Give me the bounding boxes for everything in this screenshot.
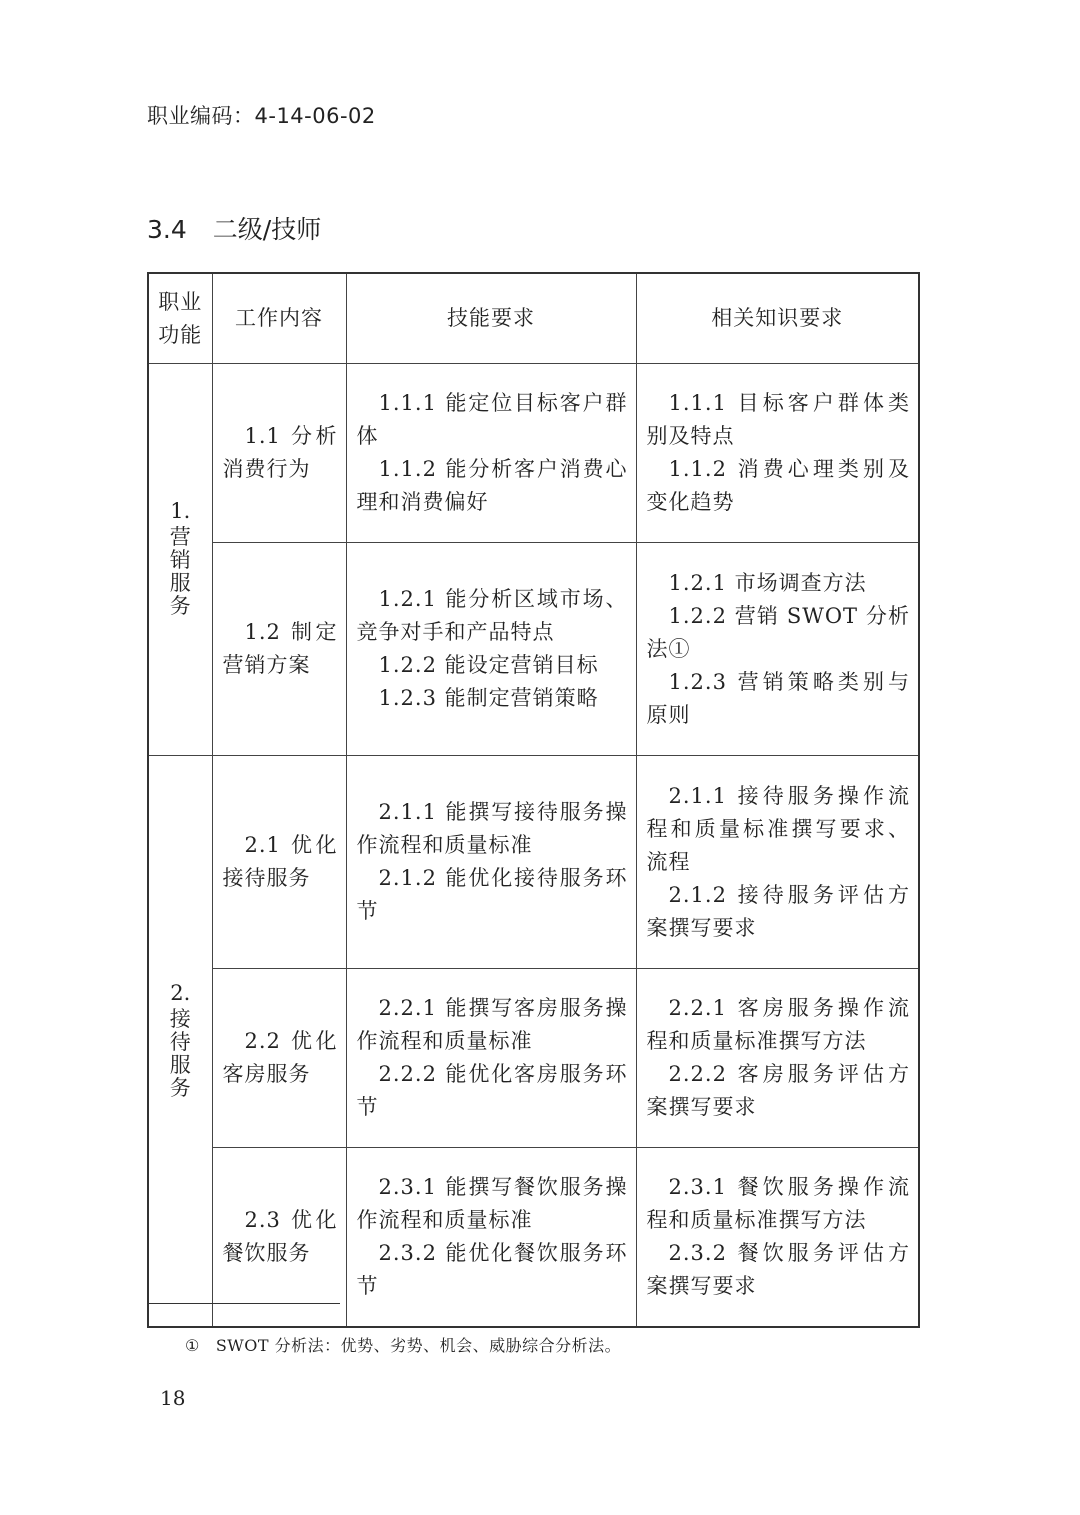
section-heading <box>147 210 321 246</box>
table-row <box>148 1148 919 1328</box>
function-name: 接待服务 <box>169 1006 191 1100</box>
skill-item: 2.2.2 能优化客房服务环节 <box>356 1062 628 1119</box>
skill-item: 1.2.3 能制定营销策略 <box>378 686 599 710</box>
work-content-cell: 2.3 优化餐饮服务 <box>212 1148 346 1328</box>
footnote <box>185 1333 621 1356</box>
section-title: 二级/技师 <box>212 215 322 244</box>
function-number: 1. <box>170 499 191 523</box>
knowledge-item: 1.1.1 目标客户群体类别及特点 <box>646 391 910 448</box>
knowledge-item: 1.2.3 营销策略类别与原则 <box>646 669 910 727</box>
knowledge-item: 1.1.2 消费心理类别及变化趋势 <box>646 457 910 514</box>
table-row <box>148 756 919 969</box>
skill-cell <box>346 756 636 969</box>
function-cell-2 <box>148 756 212 1328</box>
footnote-text: SWOT 分析法：优势、劣势、机会、威胁综合分析法。 <box>215 1336 622 1355</box>
skill-item: 2.3.2 能优化餐饮服务环节 <box>356 1241 628 1298</box>
knowledge-item: 1.2.2 营销 SWOT 分析法① <box>646 603 910 661</box>
function-cell-1 <box>148 364 212 756</box>
skill-item: 2.1.1 能撰写接待服务操作流程和质量标准 <box>356 800 628 857</box>
table-row <box>148 969 919 1148</box>
header-knowledge: 相关知识要求 <box>636 273 919 364</box>
footnote-marker: ① <box>185 1336 200 1355</box>
work-content-cell: 2.2 优化客房服务 <box>212 969 346 1148</box>
work-content-cell: 1.2 制定营销方案 <box>212 543 346 756</box>
knowledge-item: 2.3.2 餐饮服务评估方案撰写要求 <box>646 1241 910 1298</box>
skill-item: 2.3.1 能撰写餐饮服务操作流程和质量标准 <box>356 1175 628 1232</box>
skill-item: 1.2.1 能分析区域市场、竞争对手和产品特点 <box>356 587 628 644</box>
knowledge-item: 1.2.1 市场调查方法 <box>668 570 867 595</box>
skill-item: 1.1.1 能定位目标客户群体 <box>356 391 628 448</box>
knowledge-item: 2.2.1 客房服务操作流程和质量标准撰写方法 <box>646 996 910 1053</box>
knowledge-cell <box>636 756 919 969</box>
table-row <box>148 364 919 543</box>
page-number: 18 <box>160 1386 186 1410</box>
skill-item: 2.2.1 能撰写客房服务操作流程和质量标准 <box>356 996 628 1053</box>
knowledge-item: 2.3.1 餐饮服务操作流程和质量标准撰写方法 <box>646 1175 910 1232</box>
knowledge-item: 2.1.2 接待服务评估方案撰写要求 <box>646 882 910 940</box>
function-number: 2. <box>170 980 191 1005</box>
work-content-cell: 2.1 优化接待服务 <box>212 756 346 969</box>
skill-cell <box>346 543 636 756</box>
section-number: 3.4 <box>147 215 187 244</box>
occupation-code: 职业编码：4-14-06-02 <box>147 104 376 128</box>
table-row <box>148 543 919 756</box>
knowledge-item: 2.2.2 客房服务评估方案撰写要求 <box>646 1062 910 1119</box>
skill-item: 1.1.2 能分析客户消费心理和消费偏好 <box>356 457 628 514</box>
work-content-cell: 1.1 分析消费行为 <box>212 364 346 543</box>
knowledge-cell <box>636 1148 919 1328</box>
header-function: 职业功能 <box>148 273 212 364</box>
skill-cell <box>346 364 636 543</box>
knowledge-item: 2.1.1 接待服务操作流程和质量标准撰写要求、流程 <box>646 783 910 874</box>
footnote-divider <box>147 1303 340 1304</box>
header-skill: 技能要求 <box>346 273 636 364</box>
skill-item: 1.2.2 能设定营销目标 <box>378 653 599 677</box>
skill-cell <box>346 969 636 1148</box>
requirements-table <box>147 272 920 1328</box>
skill-cell <box>346 1148 636 1328</box>
knowledge-cell <box>636 969 919 1148</box>
knowledge-cell <box>636 364 919 543</box>
skill-item: 2.1.2 能优化接待服务环节 <box>356 866 628 923</box>
knowledge-cell <box>636 543 919 756</box>
header-work: 工作内容 <box>212 273 346 364</box>
table-header-row <box>148 273 919 364</box>
function-name: 营销服务 <box>169 525 191 618</box>
